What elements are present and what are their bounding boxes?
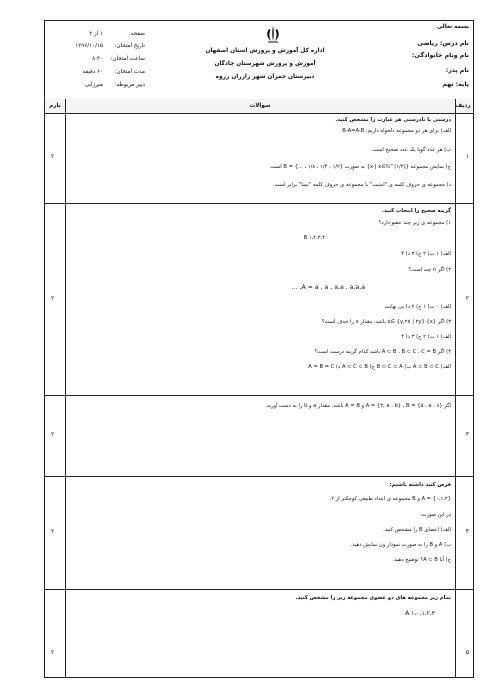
question-line: در این صورت: <box>419 512 451 518</box>
question-5 <box>45 589 475 677</box>
question-line: B ۱،۲،۳،۴ <box>303 235 325 241</box>
duration-label: مدت امتحان: <box>114 69 145 75</box>
org-line-1: اداره کل آموزش و پرورش استان اصفهان <box>205 48 325 54</box>
question-number: ۵ <box>465 649 469 656</box>
student-name-label: نام ونام خانوادگی: <box>411 52 469 59</box>
question-line: ب) A و B را به صورت نمودار ون نمایش دهید. <box>350 542 451 548</box>
father-name-label: نام پدر: <box>445 67 469 74</box>
question-line: گزینه صحیح را انتخاب کنید. <box>381 208 451 214</box>
question-line: الف) اعضای B را مشخص کنید. <box>383 527 451 533</box>
exam-header <box>45 21 473 100</box>
course-label: نام درس: ریاضی <box>417 40 469 47</box>
question-score: ۲ <box>51 295 55 302</box>
question-line: ج) آیا A ⊂ B؟ توضیح دهید. <box>392 557 451 563</box>
score-column-header: بارم <box>49 103 61 109</box>
question-score: ۲ <box>51 649 55 656</box>
question-number: ۱ <box>465 153 469 160</box>
teacher-label: دبیر مربوطه: <box>114 82 145 88</box>
question-line: A = {۰،۱،۲} و B مجموعه ی اعداد طبیعی کوچکتر از ۲. <box>329 496 451 502</box>
question-line: ۳) اگر {x} x∈ {y,۲x | ۲y} باشد، مقدار x را حذف است؟ <box>321 319 451 325</box>
question-2 <box>45 203 475 395</box>
question-line: ج) نمایش مجموعه {(۱/۲)^x | x∈ℕ} به صورت {۱/۲ ، ۱/۴ ، ۱/۸ ، ...} = B است. <box>269 164 451 170</box>
question-line: الف) ۰ ب) ۱ ج) ۲ د) بی نهایت <box>384 304 451 310</box>
org-line-2: آموزش و پرورش شهرستان چادگان <box>214 61 316 67</box>
question-line: الف) A ⊂ B ⊂ C ب) B ⊂ C ⊂ A ج) A ⊂ C ⊂ B د) A = B = C <box>308 364 451 370</box>
question-line: د) مجموعه ی حروف کلمه ی "امنیت" با مجموعه ی حروف کلمه "نیما" برابر است. <box>273 182 451 188</box>
question-line: فرض کنید داشته باشیم: <box>389 482 451 488</box>
duration-value: ۶۰ دقیقه <box>82 69 103 75</box>
question-4 <box>45 476 475 589</box>
question-3 <box>45 395 475 476</box>
org-line-3: دبیرستان جمران شهر زازران زروه <box>215 74 315 80</box>
page-label: صفحه: <box>128 31 145 37</box>
question-line: ۴) اگر A ⊂ B ، B ⊂ C ، C = B باشد کدام گزینه درست است؟ <box>314 349 451 355</box>
question-line: اگر A = {۳، a ، b} ، B = {۵ ، a ، ۸} و A = B باشد، مقدار a و b را به دست آورید. <box>265 403 451 409</box>
question-score: ۲ <box>51 431 55 438</box>
questions-column-header: سوالات <box>249 103 271 109</box>
page-value: ۱ از ۲ <box>89 31 103 37</box>
question-line: ب) هر عدد گویا یک عدد صحیح است. <box>371 147 451 153</box>
question-line: A ۱،۰،۱،۲،۳ <box>405 610 435 617</box>
question-line: ۱) مجموعه ی زیر چند عضو دارد؟ <box>378 220 451 226</box>
question-number: ۲ <box>465 295 469 302</box>
row-column-header: ردیف <box>455 103 471 109</box>
teacher-value: میرزایی <box>84 82 103 88</box>
question-1 <box>45 113 475 203</box>
question-number: ۴ <box>465 528 469 535</box>
date-label: تاریخ امتحان: <box>114 43 145 49</box>
column-header-row <box>45 99 473 114</box>
question-line: الف) ۱ ب) ۲ ج) ۳ د) ۴ <box>401 334 451 340</box>
question-line: ۲) اگر n چند است؟ <box>408 267 451 273</box>
question-line: الف) ۱ ب) ۲ ج) ۳ د) ۴ <box>401 251 451 257</box>
time-value: ۸:۳۰ <box>92 56 103 62</box>
question-line: الف) برای هر دو مجموعه دلخواه داریم: B-A=A-B <box>342 128 451 134</box>
iran-emblem-icon <box>263 24 283 44</box>
bismillah: بسمه تعالی <box>436 24 469 30</box>
question-line: تمام زیر مجموعه های دو عضوی مجموعه زیر را مشخص کنید. <box>295 595 451 601</box>
time-label: ساعت امتحان: <box>110 56 145 62</box>
exam-sheet <box>44 20 474 678</box>
question-number: ۳ <box>465 431 469 438</box>
date-value: ۱۳۹۷/۱۰/۱۵ <box>75 43 103 49</box>
question-score: ۲ <box>51 528 55 535</box>
question-score: ۲ <box>51 153 55 160</box>
question-line: درستی یا نادرستی هر عبارت را مشخص کنید. <box>335 117 451 123</box>
question-line: A = a , a , a,a , a,a,a, ... <box>291 284 365 291</box>
grade-label: پایه: نهم <box>442 81 469 88</box>
